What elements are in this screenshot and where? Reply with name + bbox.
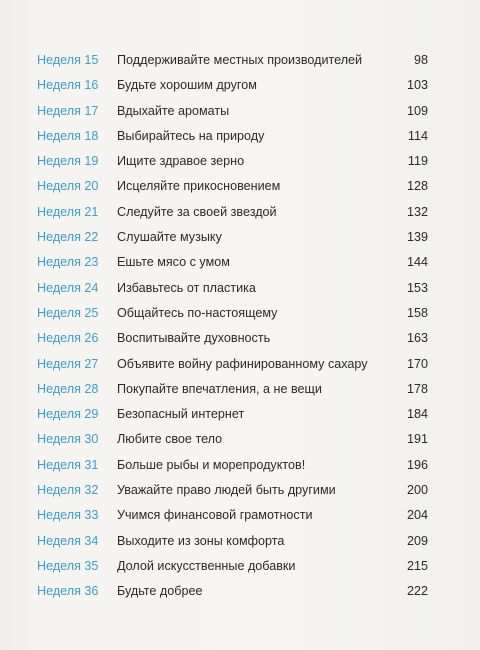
toc-week-label: Неделя 25 (37, 305, 99, 320)
toc-week-label: Неделя 26 (37, 331, 99, 346)
toc-entry (0, 48, 480, 73)
toc-week-label: Неделя 35 (37, 558, 99, 573)
toc-chapter-title: Учимся финансовой грамотности (117, 508, 313, 523)
toc-week-label: Неделя 22 (37, 230, 99, 245)
toc-chapter-title: Слушайте музыку (117, 230, 222, 245)
toc-entry (0, 478, 480, 503)
toc-page-number: 109 (406, 103, 428, 118)
toc-week-label: Неделя 24 (37, 280, 99, 295)
toc-week-label: Неделя 23 (37, 255, 99, 270)
toc-week-label: Неделя 36 (37, 584, 99, 599)
toc-week-label: Неделя 32 (37, 483, 99, 498)
toc-page-number: 222 (406, 584, 428, 599)
toc-entry (0, 174, 480, 199)
toc-page-number: 215 (406, 558, 428, 573)
toc-week-label: Неделя 20 (37, 179, 99, 194)
toc-chapter-title: Будьте хорошим другом (117, 78, 257, 93)
toc-chapter-title: Ищите здравое зерно (117, 154, 245, 169)
toc-page-number: 200 (406, 483, 428, 498)
toc-entry (0, 200, 480, 225)
toc-week-label: Неделя 33 (37, 508, 99, 523)
toc-entry (0, 503, 480, 528)
toc-page-number: 98 (413, 53, 428, 67)
toc-page-number: 178 (406, 381, 428, 396)
toc-page-number: 191 (406, 432, 428, 447)
toc-entry (0, 377, 480, 402)
toc-chapter-title: Вдыхайте ароматы (117, 103, 230, 118)
toc-week-label: Неделя 28 (37, 381, 99, 396)
toc-chapter-title: Следуйте за своей звездой (117, 204, 277, 219)
toc-page-number: 153 (406, 280, 428, 295)
toc-chapter-title: Объявите войну рафинированному сахару (117, 356, 368, 371)
toc-entry (0, 250, 480, 275)
toc-entry (0, 124, 480, 149)
toc-week-label: Неделя 16 (37, 78, 99, 93)
toc-chapter-title: Воспитывайте духовность (117, 331, 271, 346)
toc-chapter-title: Поддерживайте местных производителей (117, 53, 363, 67)
toc-page-number: 128 (406, 179, 428, 194)
toc-chapter-title: Избавьтесь от пластика (117, 280, 256, 295)
toc-week-label: Неделя 18 (37, 128, 99, 143)
toc-chapter-title: Безопасный интернет (117, 407, 245, 422)
toc-chapter-title: Будьте добрее (117, 584, 203, 599)
toc-week-label: Неделя 17 (37, 103, 99, 118)
toc-entry (0, 301, 480, 326)
toc-entry (0, 73, 480, 98)
toc-page-number: 196 (406, 457, 428, 472)
toc-entry (0, 276, 480, 301)
toc-week-label: Неделя 27 (37, 356, 99, 371)
toc-chapter-title: Ешьте мясо с умом (117, 255, 230, 270)
toc-chapter-title: Выходите из зоны комфорта (117, 533, 285, 548)
toc-chapter-title: Больше рыбы и морепродуктов! (117, 457, 306, 472)
toc-page-number: 158 (406, 305, 428, 320)
toc-page-number: 119 (407, 154, 428, 169)
toc-entry (0, 402, 480, 427)
table-of-contents (0, 48, 480, 605)
toc-chapter-title: Любите свое тело (117, 432, 223, 447)
toc-week-label: Неделя 29 (37, 407, 99, 422)
toc-entry (0, 225, 480, 250)
toc-entry (0, 579, 480, 604)
toc-page-number: 170 (406, 356, 428, 371)
toc-page-number: 139 (406, 230, 428, 245)
toc-chapter-title: Общайтесь по-настоящему (117, 305, 278, 320)
toc-entry (0, 554, 480, 579)
toc-chapter-title: Покупайте впечатления, а не вещи (117, 381, 322, 396)
toc-chapter-title: Выбирайтесь на природу (117, 128, 265, 143)
toc-chapter-title: Уважайте право людей быть другими (117, 483, 336, 498)
toc-week-label: Неделя 31 (37, 457, 99, 472)
toc-week-label: Неделя 15 (37, 53, 99, 67)
toc-page-number: 184 (406, 407, 428, 422)
toc-entry (0, 352, 480, 377)
toc-page-number: 103 (406, 78, 428, 93)
toc-chapter-title: Исцеляйте прикосновением (117, 179, 281, 194)
toc-page-number: 163 (406, 331, 428, 346)
toc-entry (0, 99, 480, 124)
toc-page-number: 132 (406, 204, 428, 219)
toc-page-number: 144 (406, 255, 428, 270)
toc-week-label: Неделя 19 (37, 154, 99, 169)
toc-entry (0, 453, 480, 478)
toc-entry (0, 529, 480, 554)
toc-chapter-title: Долой искусственные добавки (117, 558, 296, 573)
toc-week-label: Неделя 30 (37, 432, 99, 447)
toc-page-number: 209 (406, 533, 428, 548)
toc-week-label: Неделя 34 (37, 533, 99, 548)
toc-week-label: Неделя 21 (37, 204, 99, 219)
toc-page-number: 204 (406, 508, 428, 523)
toc-entry (0, 427, 480, 452)
toc-entry (0, 149, 480, 174)
toc-page-number: 114 (407, 128, 428, 143)
toc-entry (0, 326, 480, 351)
